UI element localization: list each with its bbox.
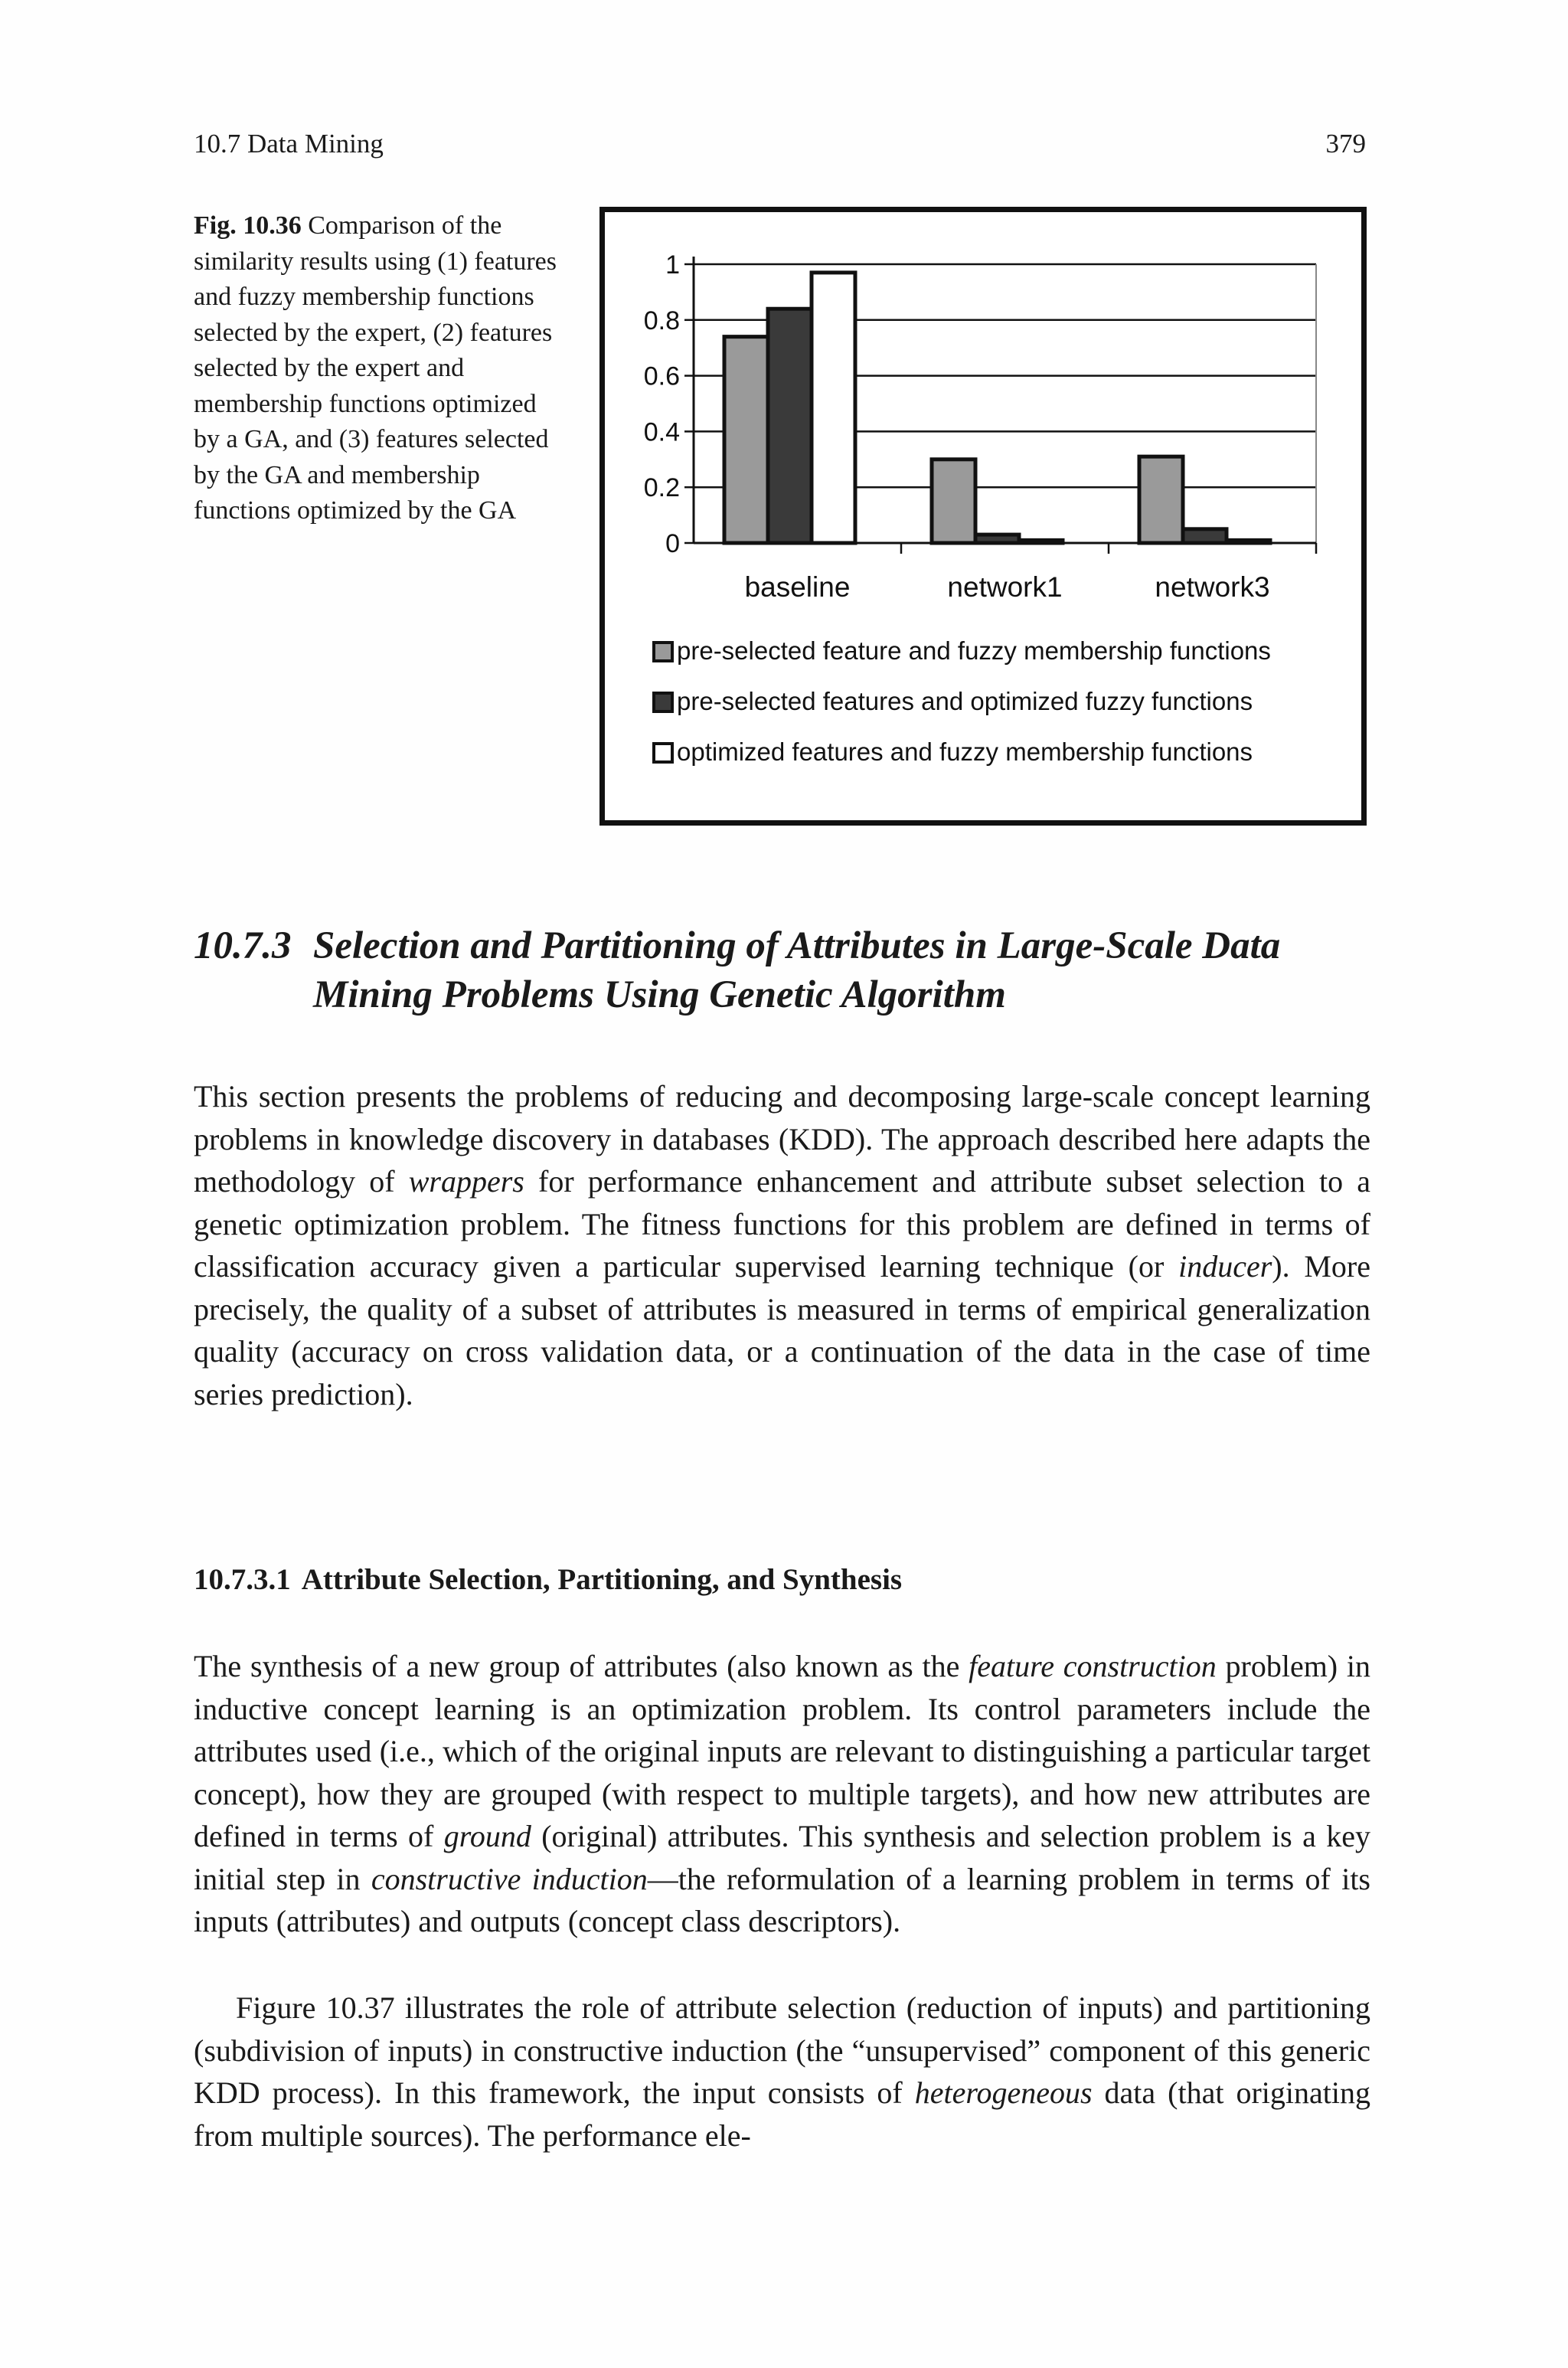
bar-network1-series-2 bbox=[975, 535, 1019, 543]
section-title-line1: Selection and Partitioning of Attributes in Large-Scale Data bbox=[313, 924, 1281, 967]
paragraph-3 bbox=[194, 1987, 1370, 2157]
legend-label: pre-selected feature and fuzzy membership functions bbox=[677, 636, 1271, 665]
text-run: problem) in inductive concept learning is an optimization problem. Its control parameters include the attributes used (i.e., which of the original inputs are relevant to distinguishing a particular target concept), how they are grouped (with respect to multiple targets), and how new attributes are defined in terms of bbox=[194, 1649, 1371, 1853]
y-tick-label: 1 bbox=[665, 250, 680, 280]
x-category-label: baseline bbox=[744, 571, 851, 603]
figure-caption-text: Comparison of the similarity results using (1) features and fuzzy membership functions selected by the expert, (2) features selected by the expert and membership functions optimized by a GA, and (3) features selected by the GA and membership functions optimized by the GA bbox=[194, 211, 557, 525]
section-title-line2: Mining Problems Using Genetic Algorithm bbox=[313, 973, 1006, 1016]
legend-swatch bbox=[654, 693, 672, 711]
y-tick-label: 0.8 bbox=[643, 306, 680, 335]
text-run: ). More precisely, the quality of a subset of attributes is measured in terms of empirical generalization quality (accuracy on cross validation data, or a continuation of the data in the case of time series prediction). bbox=[194, 1249, 1371, 1411]
figure-frame bbox=[599, 207, 1367, 826]
section-title bbox=[194, 921, 1373, 1019]
x-category-label: network1 bbox=[947, 571, 1063, 603]
text-run: for performance enhancement and attribute subset selection to a genetic optimization problem. The fitness functions for this problem are defined in terms of classification accuracy given a particular supervised learning technique (or bbox=[194, 1164, 1370, 1284]
bar-network3-series-3 bbox=[1227, 540, 1270, 543]
subsection-title bbox=[194, 1562, 902, 1597]
bar-network3-series-2 bbox=[1183, 529, 1227, 543]
text-run-italic: wrappers bbox=[408, 1164, 524, 1199]
y-tick-label: 0.6 bbox=[643, 361, 680, 391]
bar-network3-series-1 bbox=[1139, 456, 1183, 543]
text-run: (original) attributes. This synthesis and selection problem is a key initial step in bbox=[194, 1819, 1370, 1896]
text-run: Figure 10.37 illustrates the role of attribute selection (reduction of inputs) and partitioning (subdivision of inputs) in constructive induction (the “unsupervised” component of this generic KDD process). In this framework, the input consists of bbox=[194, 1990, 1370, 2110]
bar-network1-series-1 bbox=[932, 460, 975, 543]
y-tick-label: 0.4 bbox=[643, 417, 680, 447]
section-number: 10.7.3 bbox=[194, 924, 292, 967]
bar-chart bbox=[605, 212, 1361, 820]
y-tick-label: 0.2 bbox=[643, 473, 680, 503]
running-head: 10.7 Data Mining bbox=[194, 129, 384, 159]
subsection-number: 10.7.3.1 bbox=[194, 1563, 291, 1596]
x-category-label: network3 bbox=[1155, 571, 1270, 603]
text-run-italic: constructive induction bbox=[371, 1861, 648, 1896]
text-run: This section presents the problems of reducing and decomposing large-scale concept learning problems in knowledge discovery in databases (KDD). The approach described here adapts the methodology of bbox=[194, 1079, 1370, 1199]
paragraph-1 bbox=[194, 1075, 1370, 1415]
y-tick-label: 0 bbox=[665, 529, 680, 558]
text-run-italic: ground bbox=[443, 1819, 531, 1853]
text-run-italic: feature construction bbox=[969, 1649, 1217, 1683]
subsection-title-text: Attribute Selection, Partitioning, and Synthesis bbox=[301, 1563, 903, 1596]
legend-label: optimized features and fuzzy membership functions bbox=[677, 738, 1253, 766]
figure-caption bbox=[194, 208, 561, 529]
legend-swatch bbox=[654, 643, 672, 661]
text-run: —the reformulation of a learning problem in terms of its inputs (attributes) and outputs (concept class descriptors). bbox=[194, 1861, 1370, 1938]
legend-label: pre-selected features and optimized fuzzy functions bbox=[677, 687, 1253, 715]
page-number: 379 bbox=[1325, 129, 1366, 159]
text-run: data (that originating from multiple sources). The performance ele- bbox=[194, 2075, 1370, 2153]
legend-swatch bbox=[654, 744, 672, 762]
paragraph-2 bbox=[194, 1645, 1370, 1943]
text-run: The synthesis of a new group of attributes (also known as the bbox=[194, 1649, 969, 1683]
figure-label: Fig. 10.36 bbox=[194, 211, 302, 240]
bar-baseline-series-3 bbox=[812, 273, 855, 543]
text-run-italic: heterogeneous bbox=[914, 2075, 1093, 2110]
bar-network1-series-3 bbox=[1019, 540, 1063, 543]
bar-baseline-series-2 bbox=[768, 309, 812, 543]
bar-baseline-series-1 bbox=[724, 337, 768, 543]
text-run-italic: inducer bbox=[1178, 1249, 1272, 1284]
